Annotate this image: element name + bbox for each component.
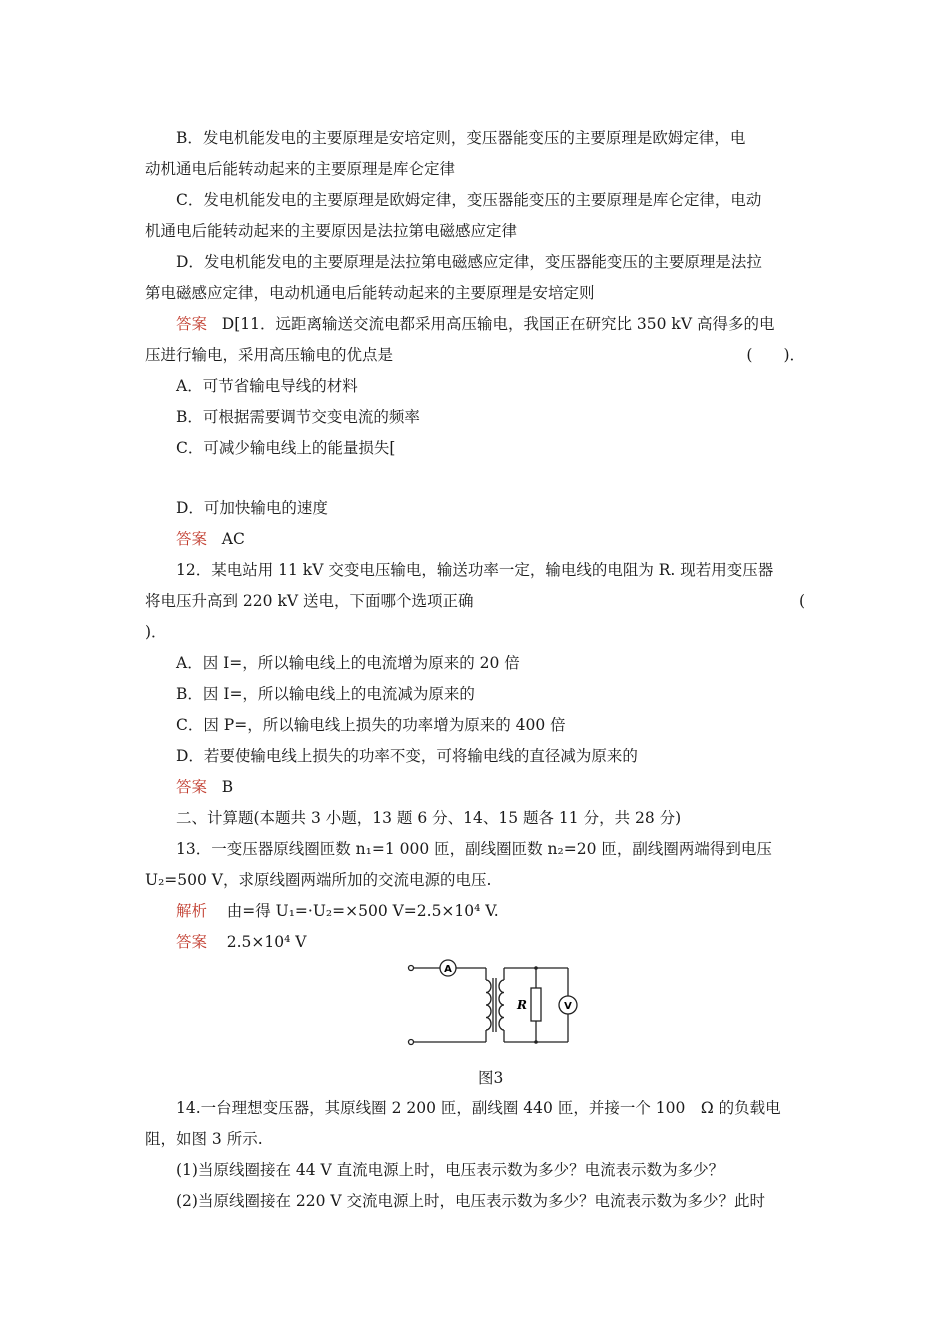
analysis-line-q13	[176, 900, 499, 922]
answer-label: 答案	[176, 315, 208, 333]
question-14-part-2: (2)当原线圈接在 220 V 交流电源上时，电压表示数为多少？电流表示数为多少？此时	[176, 1192, 766, 1210]
q12-option-d: D．若要使输电线上损失的功率不变，可将输电线的直径减为原来的	[176, 747, 638, 765]
answer-label: 答案	[176, 933, 208, 951]
q12-option-a: A．因 I=，所以输电线上的电流增为原来的 20 倍	[176, 654, 520, 672]
analysis-text: 由=得 U₁=·U₂=×500 V=2.5×10⁴ V.	[226, 902, 499, 920]
ammeter-label: A	[444, 964, 452, 975]
secondary-coil-icon	[499, 980, 504, 1030]
question-12-text: 将电压升高到 220 kV 送电，下面哪个选项正确	[145, 592, 474, 610]
figure-caption: 图3	[478, 1069, 504, 1087]
q12-option-b: B．因 I=，所以输电线上的电流减为原来的	[176, 685, 475, 703]
input-terminal-top	[409, 966, 414, 971]
question-12-line-3: )．	[145, 623, 167, 641]
option-d-line-2: 第电磁感应定律，电动机通电后能转动起来的主要原理是安培定则	[145, 284, 595, 302]
question-13-line-2: U₂=500 V，求原线圈两端所加的交流电源的电压.	[145, 871, 492, 889]
question-12-line-1: 12．某电站用 11 kV 交变电压输电，输送功率一定，输电线的电阻为 R. 现若用变压器	[176, 561, 774, 579]
q11-option-d: D．可加快输电的速度	[176, 499, 328, 517]
answer-text: D[11．远距离输送交流电都采用高压输电，我国正在研究比 350 kV 高得多的电	[221, 315, 775, 333]
question-14-line-2: 阻，如图 3 所示.	[145, 1130, 263, 1148]
answer-line-q12	[176, 776, 233, 798]
answer-text: B	[221, 778, 234, 796]
answer-line-q13	[176, 931, 306, 953]
question-11-line-2	[145, 344, 805, 366]
resistor-icon	[531, 988, 541, 1021]
q11-option-c: C．可减少输电线上的能量损失[	[176, 439, 396, 457]
option-d-line-1: D．发电机能发电的主要原理是法拉第电磁感应定律，变压器能变压的主要原理是法拉	[176, 253, 762, 271]
input-terminal-bottom	[409, 1040, 414, 1045]
option-b-line-1: B．发电机能发电的主要原理是安培定则，变压器能变压的主要原理是欧姆定律，电	[176, 129, 746, 147]
analysis-label: 解析	[176, 902, 208, 920]
answer-line-q10	[176, 313, 774, 335]
answer-blank: ( )．	[746, 346, 805, 364]
transformer-circuit-diagram	[400, 958, 590, 1048]
answer-label: 答案	[176, 530, 208, 548]
question-14-line-1: 14.一台理想变压器，其原线圈 2 200 匝，副线圈 440 匝，并接一个 100 Ω 的负载电	[176, 1099, 781, 1117]
option-c-line-1: C．发电机能发电的主要原理是欧姆定律，变压器能变压的主要原理是库仑定律，电动	[176, 191, 762, 209]
primary-coil-icon	[486, 980, 491, 1030]
section-heading: 二、计算题(本题共 3 小题，13 题 6 分、14、15 题各 11 分，共 28 分)	[176, 809, 682, 827]
question-14-part-1: (1)当原线圈接在 44 V 直流电源上时，电压表示数为多少？电流表示数为多少？	[176, 1161, 725, 1179]
voltmeter-label: V	[564, 1001, 572, 1012]
question-13-line-1: 13．一变压器原线圈匝数 n₁=1 000 匝，副线圈匝数 n₂=20 匝，副线圈两端得到电压	[176, 840, 772, 858]
option-c-line-2: 机通电后能转动起来的主要原因是法拉第电磁感应定律	[145, 222, 518, 240]
q11-option-a: A．可节省输电导线的材料	[176, 377, 358, 395]
answer-line-q11	[176, 528, 245, 550]
answer-text: 2.5×10⁴ V	[226, 933, 307, 951]
resistor-label: R	[517, 998, 527, 1012]
answer-label: 答案	[176, 778, 208, 796]
question-12-line-2	[145, 590, 805, 612]
answer-text: AC	[221, 530, 245, 548]
answer-blank: (	[798, 592, 805, 610]
q12-option-c: C．因 P=，所以输电线上损失的功率增为原来的 400 倍	[176, 716, 566, 734]
option-b-line-2: 动机通电后能转动起来的主要原理是库仑定律	[145, 160, 456, 178]
q11-option-b: B．可根据需要调节交变电流的频率	[176, 408, 420, 426]
question-11-text: 压进行输电，采用高压输电的优点是	[145, 346, 394, 364]
